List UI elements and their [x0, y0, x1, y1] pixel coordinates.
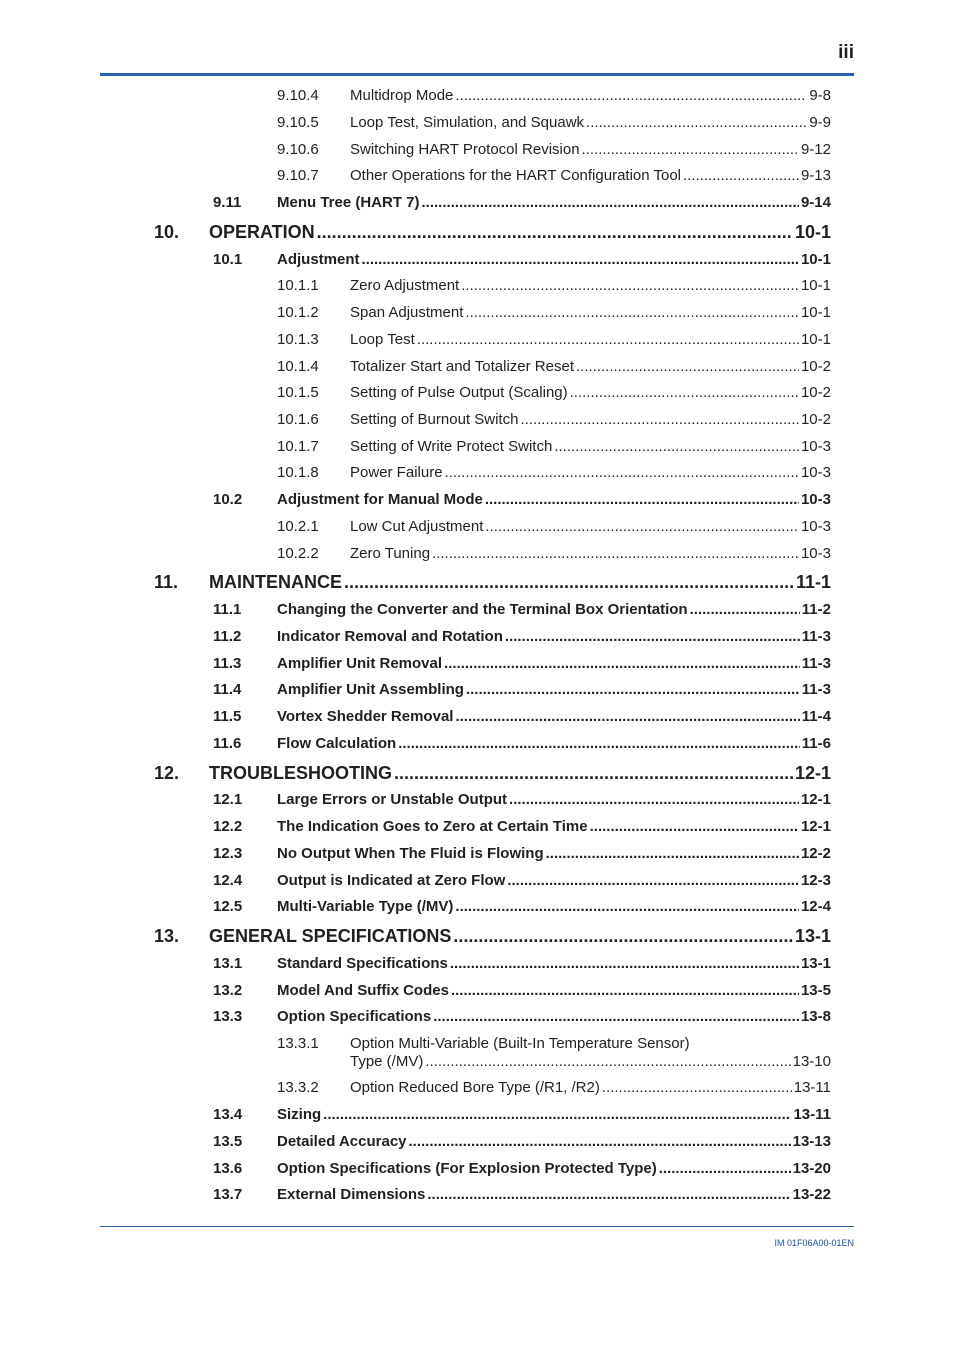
- dot-leader: [659, 1160, 791, 1177]
- toc-entry[interactable]: [277, 141, 831, 165]
- dot-leader: [455, 898, 799, 915]
- toc-entry-number: 13.4: [213, 1106, 243, 1123]
- toc-entry-title: Other Operations for the HART Configuration Tool: [350, 167, 682, 184]
- footer-rule: [100, 1226, 854, 1227]
- toc-entry[interactable]: [277, 87, 831, 111]
- dot-leader: [690, 601, 800, 618]
- toc-chapter-page: 11-1: [795, 572, 831, 592]
- toc-entry-title-continued: Type (/MV): [350, 1053, 424, 1070]
- toc-entry-number: 13.5: [213, 1133, 243, 1150]
- toc-entry-page: 10-1: [800, 304, 831, 321]
- toc-entry[interactable]: [213, 1186, 831, 1210]
- dot-leader: [417, 331, 799, 348]
- toc-entry[interactable]: [213, 982, 831, 1006]
- toc-entry-page: 10-3: [800, 464, 831, 481]
- toc-chapter[interactable]: [154, 763, 831, 787]
- dot-leader: [445, 464, 799, 481]
- toc-entry[interactable]: [213, 491, 831, 515]
- toc-chapter-title: TROUBLESHOOTING: [209, 763, 392, 783]
- toc-entry-number: 13.6: [213, 1160, 243, 1177]
- toc-entry-page: 9-14: [800, 194, 831, 211]
- toc-entry[interactable]: [277, 277, 831, 301]
- toc-entry-title: Option Specifications: [277, 1008, 432, 1025]
- toc-entry-page: 12-3: [800, 872, 831, 889]
- dot-leader: [466, 681, 800, 698]
- toc-entry-number: 9.10.5: [277, 114, 319, 131]
- toc-entry-title: Switching HART Protocol Revision: [350, 141, 580, 158]
- toc-chapter-title: GENERAL SPECIFICATIONS: [209, 926, 452, 946]
- dot-leader: [398, 735, 800, 752]
- toc-entry-page: 11-3: [801, 628, 831, 645]
- dot-leader: [409, 1133, 791, 1150]
- toc-entry-number: 13.3.1: [277, 1035, 319, 1052]
- toc-entry[interactable]: [213, 251, 831, 275]
- toc-entry[interactable]: [213, 818, 831, 842]
- dot-leader: [450, 955, 799, 972]
- toc-entry-number: 11.5: [213, 708, 242, 725]
- toc-entry-title: Setting of Write Protect Switch: [350, 438, 553, 455]
- dot-leader: [394, 763, 793, 784]
- toc-entry-number: 10.1.8: [277, 464, 319, 481]
- toc-entry-page: 13-20: [792, 1160, 831, 1177]
- toc-chapter[interactable]: [154, 572, 831, 596]
- toc-entry-page: 10-2: [800, 384, 831, 401]
- toc-entry-page: 11-3: [801, 655, 831, 672]
- toc-entry-title: Loop Test: [350, 331, 415, 348]
- toc-entry[interactable]: [277, 545, 831, 569]
- toc-entry-number: 12.4: [213, 872, 243, 889]
- toc-entry-number: 11.1: [213, 601, 242, 618]
- toc-entry-number: 10.1.6: [277, 411, 319, 428]
- toc-entry[interactable]: [213, 194, 831, 218]
- toc-entry-title: Changing the Converter and the Terminal Box Orientation: [277, 601, 688, 618]
- toc-entry-number: 9.10.4: [277, 87, 319, 104]
- dot-leader: [507, 872, 799, 889]
- dot-leader: [323, 1106, 791, 1123]
- toc-entry-page: 9-13: [800, 167, 831, 184]
- toc-entry-title: Sizing: [277, 1106, 322, 1123]
- dot-leader: [362, 251, 799, 268]
- toc-entry-page: 13-8: [800, 1008, 831, 1025]
- page-number: iii: [838, 42, 854, 63]
- toc-entry-number: 10.1.5: [277, 384, 319, 401]
- toc-entry[interactable]: [213, 601, 831, 625]
- dot-leader: [576, 358, 799, 375]
- dot-leader: [455, 87, 807, 104]
- toc-entry-title: Amplifier Unit Removal: [277, 655, 443, 672]
- toc-entry-number: 11.2: [213, 628, 242, 645]
- toc-entry-number: 10.1.7: [277, 438, 319, 455]
- toc-entry[interactable]: [213, 845, 831, 869]
- toc-entry-title: Loop Test, Simulation, and Squawk: [350, 114, 585, 131]
- toc-entry-number: 10.2.2: [277, 545, 319, 562]
- toc-entry[interactable]: [277, 384, 831, 408]
- toc-entry-page: 13-22: [792, 1186, 831, 1203]
- toc-entry-title: Vortex Shedder Removal: [277, 708, 454, 725]
- toc-entry-title: Standard Specifications: [277, 955, 448, 972]
- toc-entry-number: 9.10.7: [277, 167, 319, 184]
- dot-leader: [453, 926, 793, 947]
- dot-leader: [485, 518, 799, 535]
- toc-entry-number: 13.3.2: [277, 1079, 319, 1096]
- toc-entry-number: 10.1: [213, 251, 243, 268]
- toc-entry-title: Flow Calculation: [277, 735, 397, 752]
- toc-entry[interactable]: [277, 167, 831, 191]
- toc-entry-number: 11.4: [213, 681, 242, 698]
- dot-leader: [461, 277, 799, 294]
- toc-entry[interactable]: [213, 655, 831, 679]
- toc-chapter[interactable]: [154, 926, 831, 950]
- toc-entry-title: Zero Adjustment: [350, 277, 460, 294]
- toc-entry-title: Totalizer Start and Totalizer Reset: [350, 358, 574, 375]
- toc-entry-page: 13-10: [792, 1053, 831, 1070]
- dot-leader: [465, 304, 799, 321]
- toc-entry-page: 9-12: [800, 141, 831, 158]
- toc-chapter-title: OPERATION: [209, 222, 315, 242]
- toc-entry-number: 12.3: [213, 845, 243, 862]
- dot-leader: [554, 438, 799, 455]
- toc-entry-page: 12-2: [800, 845, 831, 862]
- toc-entry-title: No Output When The Fluid is Flowing: [277, 845, 544, 862]
- toc-entry-page: 12-4: [800, 898, 831, 915]
- toc-entry-page: 10-2: [800, 358, 831, 375]
- toc-entry-page: 11-4: [801, 708, 831, 725]
- toc-entry-number: 12.1: [213, 791, 243, 808]
- document-code: IM 01F06A00-01EN: [774, 1238, 854, 1248]
- dot-leader: [602, 1079, 792, 1096]
- toc-entry-number: 11.6: [213, 735, 242, 752]
- toc-entry[interactable]: [277, 464, 831, 488]
- toc-entry[interactable]: [213, 1133, 831, 1157]
- dot-leader: [509, 791, 799, 808]
- toc-entry-page: 10-3: [800, 518, 831, 535]
- toc-entry-number: 12.5: [213, 898, 243, 915]
- toc-entry-title: Adjustment: [277, 251, 360, 268]
- toc-entry[interactable]: [213, 708, 831, 732]
- toc-entry-page: 11-2: [801, 601, 831, 618]
- dot-leader: [570, 384, 799, 401]
- toc-entry-page: 10-3: [800, 545, 831, 562]
- toc-entry-page: 10-1: [800, 277, 831, 294]
- header-rule: [100, 73, 854, 76]
- toc-chapter[interactable]: [154, 222, 831, 246]
- toc-entry-title: The Indication Goes to Zero at Certain Time: [277, 818, 588, 835]
- dot-leader: [505, 628, 800, 645]
- toc-entry-number: 13.3: [213, 1008, 243, 1025]
- toc-entry[interactable]: [213, 735, 831, 759]
- toc-entry-page: 13-11: [793, 1079, 831, 1096]
- toc-entry-number: 10.1.2: [277, 304, 319, 321]
- toc-entry[interactable]: [213, 872, 831, 896]
- toc-entry[interactable]: [277, 411, 831, 435]
- dot-leader: [586, 114, 807, 131]
- dot-leader: [485, 491, 799, 508]
- toc-entry-page: 11-6: [801, 735, 831, 752]
- dot-leader: [425, 1053, 790, 1070]
- toc-entry-number: 13.7: [213, 1186, 243, 1203]
- toc-entry-page: 10-1: [800, 331, 831, 348]
- toc-chapter-page: 10-1: [794, 222, 831, 242]
- toc-entry-page: 13-5: [800, 982, 831, 999]
- toc-entry-title: Span Adjustment: [350, 304, 464, 321]
- toc-entry[interactable]: [213, 1106, 831, 1130]
- toc-entry-title: Option Reduced Bore Type (/R1, /R2): [350, 1079, 600, 1096]
- toc-entry[interactable]: [213, 791, 831, 815]
- toc-chapter-title: MAINTENANCE: [209, 572, 342, 592]
- toc-chapter-page: 13-1: [794, 926, 831, 946]
- toc-chapter-number: 13.: [154, 926, 180, 946]
- toc-entry[interactable]: [277, 1035, 831, 1075]
- toc-entry-title: Option Specifications (For Explosion Protected Type): [277, 1160, 657, 1177]
- toc-entry[interactable]: [213, 955, 831, 979]
- toc-entry-title: Option Multi-Variable (Built-In Temperature Sensor): [350, 1035, 690, 1052]
- toc-chapter-number: 10.: [154, 222, 180, 242]
- toc-entry-title: Setting of Burnout Switch: [350, 411, 519, 428]
- toc-entry-title: Output is Indicated at Zero Flow: [277, 872, 506, 889]
- toc-entry-number: 10.2: [213, 491, 243, 508]
- dot-leader: [344, 572, 794, 593]
- toc-entry-title: Power Failure: [350, 464, 443, 481]
- toc-entry-title: Setting of Pulse Output (Scaling): [350, 384, 568, 401]
- toc-entry-number: 12.2: [213, 818, 243, 835]
- toc-entry[interactable]: [213, 898, 831, 922]
- toc-entry-title: Multidrop Mode: [350, 87, 454, 104]
- toc-entry-page: 10-3: [800, 438, 831, 455]
- toc-entry-page: 13-13: [792, 1133, 831, 1150]
- toc-entry-title: Adjustment for Manual Mode: [277, 491, 483, 508]
- dot-leader: [432, 545, 799, 562]
- toc-entry-number: 10.2.1: [277, 518, 319, 535]
- toc-entry[interactable]: [277, 331, 831, 355]
- dot-leader: [444, 655, 800, 672]
- toc-entry[interactable]: [277, 114, 831, 138]
- toc-entry-page: 9-9: [809, 114, 831, 131]
- toc-entry-title: Menu Tree (HART 7): [277, 194, 420, 211]
- toc-entry-title: External Dimensions: [277, 1186, 426, 1203]
- toc-entry-number: 10.1.3: [277, 331, 319, 348]
- toc-entry-title: Detailed Accuracy: [277, 1133, 407, 1150]
- toc-entry[interactable]: [277, 304, 831, 328]
- toc-entry-number: 13.1: [213, 955, 243, 972]
- toc-entry-page: 10-2: [800, 411, 831, 428]
- toc-entry-title: Zero Tuning: [350, 545, 431, 562]
- toc-entry-number: 11.3: [213, 655, 242, 672]
- toc-entry-page: 11-3: [801, 681, 831, 698]
- dot-leader: [317, 222, 793, 243]
- dot-leader: [422, 194, 799, 211]
- dot-leader: [427, 1186, 790, 1203]
- toc-entry[interactable]: [213, 681, 831, 705]
- toc-entry-page: 9-8: [809, 87, 831, 104]
- toc-entry-page: 10-1: [800, 251, 831, 268]
- dot-leader: [455, 708, 799, 725]
- dot-leader: [590, 818, 799, 835]
- toc-entry[interactable]: [277, 358, 831, 382]
- toc-entry-page: 13-1: [800, 955, 831, 972]
- toc-entry-title: Model And Suffix Codes: [277, 982, 449, 999]
- toc-entry-page: 10-3: [800, 491, 831, 508]
- toc-entry-title: Large Errors or Unstable Output: [277, 791, 508, 808]
- toc-entry[interactable]: [213, 1160, 831, 1184]
- toc-entry-title: Low Cut Adjustment: [350, 518, 484, 535]
- dot-leader: [520, 411, 799, 428]
- dot-leader: [683, 167, 799, 184]
- toc-chapter-page: 12-1: [794, 763, 831, 783]
- toc-entry-number: 10.1.4: [277, 358, 319, 375]
- toc-entry-number: 10.1.1: [277, 277, 319, 294]
- toc-chapter-number: 11.: [154, 572, 179, 592]
- toc-entry[interactable]: [213, 628, 831, 652]
- toc-entry[interactable]: [277, 1079, 831, 1103]
- dot-leader: [451, 982, 799, 999]
- dot-leader: [433, 1008, 799, 1025]
- toc-entry-title: Indicator Removal and Rotation: [277, 628, 503, 645]
- toc-entry[interactable]: [213, 1008, 831, 1032]
- toc-entry-page: 13-11: [793, 1106, 831, 1123]
- toc-entry[interactable]: [277, 518, 831, 542]
- dot-leader: [582, 141, 799, 158]
- toc-entry-page: 12-1: [800, 791, 831, 808]
- toc-entry-number: 13.2: [213, 982, 243, 999]
- toc-entry-page: 12-1: [800, 818, 831, 835]
- toc-chapter-number: 12.: [154, 763, 180, 783]
- toc-entry-number: 9.11: [213, 194, 242, 211]
- toc-entry-number: 9.10.6: [277, 141, 319, 158]
- toc-entry[interactable]: [277, 438, 831, 462]
- toc-entry-title: Multi-Variable Type (/MV): [277, 898, 454, 915]
- toc-entry-title: Amplifier Unit Assembling: [277, 681, 464, 698]
- dot-leader: [546, 845, 799, 862]
